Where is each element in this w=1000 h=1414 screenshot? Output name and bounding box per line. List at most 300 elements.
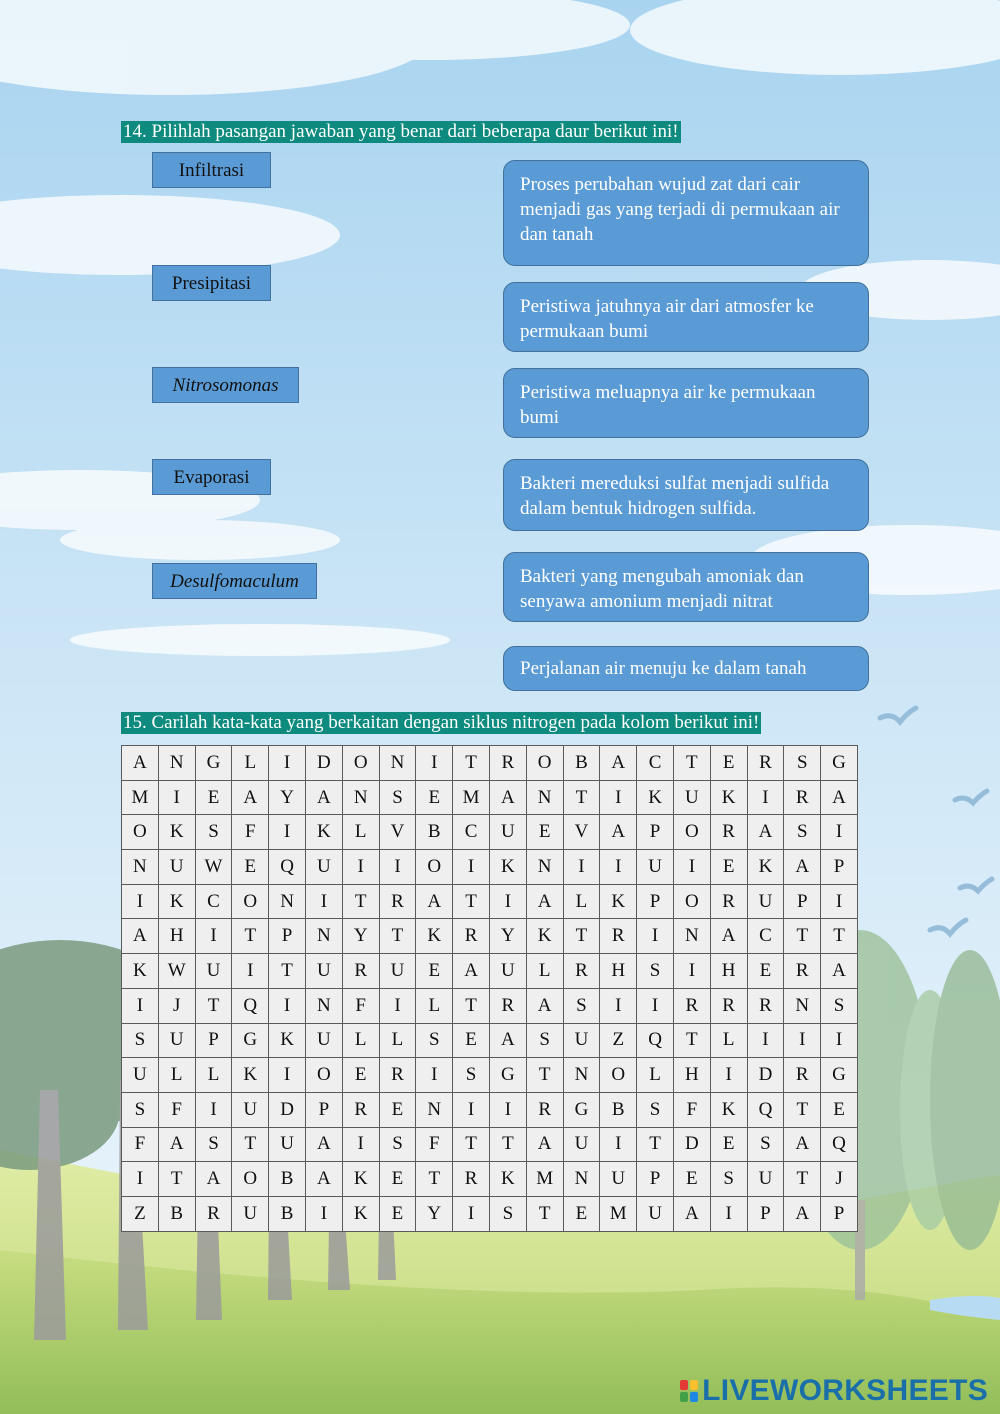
grid-cell[interactable]: U — [637, 850, 674, 885]
grid-cell[interactable]: E — [416, 780, 453, 815]
grid-cell[interactable]: A — [821, 954, 858, 989]
grid-cell[interactable]: N — [379, 746, 416, 781]
grid-cell[interactable]: G — [195, 746, 232, 781]
grid-cell[interactable]: I — [305, 1196, 342, 1231]
grid-cell[interactable]: E — [232, 850, 269, 885]
grid-cell[interactable]: I — [747, 1023, 784, 1058]
grid-cell[interactable]: K — [710, 1092, 747, 1127]
grid-cell[interactable]: S — [821, 988, 858, 1023]
grid-cell[interactable]: K — [637, 780, 674, 815]
grid-cell[interactable]: R — [489, 746, 526, 781]
grid-cell[interactable]: A — [158, 1127, 195, 1162]
grid-cell[interactable]: I — [269, 746, 306, 781]
grid-cell[interactable]: I — [600, 1127, 637, 1162]
grid-cell[interactable]: I — [342, 850, 379, 885]
grid-cell[interactable]: Q — [269, 850, 306, 885]
grid-cell[interactable]: A — [122, 919, 159, 954]
grid-cell[interactable]: P — [637, 815, 674, 850]
grid-cell[interactable]: K — [526, 919, 563, 954]
grid-cell[interactable]: M — [453, 780, 490, 815]
grid-cell[interactable]: Z — [600, 1023, 637, 1058]
definition-box-1[interactable]: Proses perubahan wujud zat dari cair menjadi gas yang terjadi di permukaan air dan tanah — [503, 160, 869, 266]
grid-cell[interactable]: T — [453, 988, 490, 1023]
grid-row — [122, 988, 858, 1023]
grid-cell[interactable]: I — [784, 1023, 821, 1058]
grid-cell[interactable]: F — [416, 1127, 453, 1162]
term-nitrosomonas[interactable]: Nitrosomonas — [152, 367, 299, 403]
grid-cell[interactable]: E — [379, 1196, 416, 1231]
grid-cell[interactable]: U — [600, 1162, 637, 1197]
grid-cell[interactable]: H — [710, 954, 747, 989]
grid-row — [122, 850, 858, 885]
grid-cell[interactable]: G — [563, 1092, 600, 1127]
grid-cell[interactable]: S — [416, 1023, 453, 1058]
grid-cell[interactable]: S — [784, 815, 821, 850]
grid-cell[interactable]: F — [232, 815, 269, 850]
grid-cell[interactable]: O — [526, 746, 563, 781]
grid-cell[interactable]: N — [526, 850, 563, 885]
grid-cell[interactable]: M — [122, 780, 159, 815]
grid-cell[interactable]: D — [269, 1092, 306, 1127]
grid-cell[interactable]: R — [784, 954, 821, 989]
grid-cell[interactable]: I — [821, 1023, 858, 1058]
grid-cell[interactable]: P — [821, 850, 858, 885]
grid-cell[interactable]: A — [489, 780, 526, 815]
grid-cell[interactable]: A — [526, 1127, 563, 1162]
grid-cell[interactable]: K — [158, 815, 195, 850]
grid-cell[interactable]: N — [673, 919, 710, 954]
term-desulfomaculum[interactable]: Desulfomaculum — [152, 563, 317, 599]
grid-cell[interactable]: Q — [821, 1127, 858, 1162]
grid-cell[interactable]: B — [416, 815, 453, 850]
grid-cell[interactable]: T — [379, 919, 416, 954]
grid-cell[interactable]: P — [195, 1023, 232, 1058]
grid-cell[interactable]: L — [342, 1023, 379, 1058]
grid-cell[interactable]: S — [379, 780, 416, 815]
grid-cell[interactable]: A — [526, 884, 563, 919]
grid-cell[interactable]: Y — [489, 919, 526, 954]
grid-cell[interactable]: B — [563, 746, 600, 781]
definition-box-5[interactable]: Bakteri yang mengubah amoniak dan senyawa amonium menjadi nitrat — [503, 552, 869, 622]
grid-cell[interactable]: W — [158, 954, 195, 989]
grid-cell[interactable]: N — [342, 780, 379, 815]
grid-cell[interactable]: V — [563, 815, 600, 850]
grid-cell[interactable]: S — [195, 815, 232, 850]
grid-cell[interactable]: S — [784, 746, 821, 781]
definition-box-6[interactable]: Perjalanan air menuju ke dalam tanah — [503, 646, 869, 691]
grid-cell[interactable]: A — [821, 780, 858, 815]
grid-cell[interactable]: C — [195, 884, 232, 919]
grid-cell[interactable]: E — [379, 1092, 416, 1127]
grid-cell[interactable]: K — [305, 815, 342, 850]
grid-cell[interactable]: S — [637, 954, 674, 989]
grid-cell[interactable]: I — [269, 988, 306, 1023]
liveworksheets-logo — [680, 1374, 988, 1408]
grid-cell[interactable]: G — [821, 1058, 858, 1093]
grid-cell[interactable]: N — [305, 988, 342, 1023]
grid-cell[interactable]: G — [821, 746, 858, 781]
grid-cell[interactable]: S — [637, 1092, 674, 1127]
grid-row — [122, 815, 858, 850]
definition-box-4[interactable]: Bakteri mereduksi sulfat menjadi sulfida dalam bentuk hidrogen sulfida. — [503, 459, 869, 531]
grid-cell[interactable]: P — [305, 1092, 342, 1127]
grid-cell[interactable]: L — [563, 884, 600, 919]
grid-cell[interactable]: R — [342, 1092, 379, 1127]
grid-cell[interactable]: I — [600, 850, 637, 885]
grid-cell[interactable]: I — [122, 988, 159, 1023]
grid-cell[interactable]: V — [379, 815, 416, 850]
grid-cell[interactable]: U — [158, 1023, 195, 1058]
grid-cell[interactable]: Y — [269, 780, 306, 815]
grid-cell[interactable]: L — [416, 988, 453, 1023]
grid-cell[interactable]: S — [526, 1023, 563, 1058]
grid-cell[interactable]: A — [747, 815, 784, 850]
grid-cell[interactable]: R — [710, 988, 747, 1023]
grid-cell[interactable]: U — [195, 954, 232, 989]
logo-mark-icon — [680, 1380, 698, 1402]
grid-cell[interactable]: O — [673, 815, 710, 850]
grid-cell[interactable]: O — [673, 884, 710, 919]
grid-cell[interactable]: G — [489, 1058, 526, 1093]
grid-cell[interactable]: T — [784, 1092, 821, 1127]
grid-cell[interactable]: T — [784, 1162, 821, 1197]
grid-cell[interactable]: U — [489, 954, 526, 989]
grid-cell[interactable]: S — [747, 1127, 784, 1162]
grid-cell[interactable]: R — [600, 919, 637, 954]
grid-cell[interactable]: R — [526, 1092, 563, 1127]
grid-cell[interactable]: S — [122, 1092, 159, 1127]
grid-cell[interactable]: R — [379, 1058, 416, 1093]
grid-cell[interactable]: E — [821, 1092, 858, 1127]
grid-cell[interactable]: I — [637, 988, 674, 1023]
grid-cell[interactable]: N — [563, 1058, 600, 1093]
grid-cell[interactable]: L — [637, 1058, 674, 1093]
grid-cell[interactable]: U — [232, 1092, 269, 1127]
grid-cell[interactable]: Y — [416, 1196, 453, 1231]
grid-cell[interactable]: T — [526, 1058, 563, 1093]
grid-cell[interactable]: R — [453, 919, 490, 954]
grid-cell[interactable]: K — [710, 780, 747, 815]
grid-cell[interactable]: L — [710, 1023, 747, 1058]
grid-cell[interactable]: A — [784, 1196, 821, 1231]
grid-cell[interactable]: T — [269, 954, 306, 989]
grid-cell[interactable]: S — [195, 1127, 232, 1162]
grid-cell[interactable]: N — [526, 780, 563, 815]
grid-cell[interactable]: R — [673, 988, 710, 1023]
grid-cell[interactable]: L — [195, 1058, 232, 1093]
grid-cell[interactable]: P — [637, 884, 674, 919]
grid-cell[interactable]: K — [747, 850, 784, 885]
grid-cell[interactable]: A — [600, 815, 637, 850]
grid-cell[interactable]: L — [158, 1058, 195, 1093]
grid-cell[interactable]: K — [600, 884, 637, 919]
grid-cell[interactable]: T — [342, 884, 379, 919]
grid-cell[interactable]: O — [232, 884, 269, 919]
grid-cell[interactable]: R — [195, 1196, 232, 1231]
grid-cell[interactable]: E — [453, 1023, 490, 1058]
grid-cell[interactable]: I — [269, 1058, 306, 1093]
grid-cell[interactable]: T — [821, 919, 858, 954]
grid-cell[interactable]: O — [232, 1162, 269, 1197]
grid-cell[interactable]: A — [526, 988, 563, 1023]
grid-row — [122, 884, 858, 919]
grid-cell[interactable]: D — [673, 1127, 710, 1162]
grid-cell[interactable]: B — [269, 1196, 306, 1231]
grid-cell[interactable]: S — [379, 1127, 416, 1162]
grid-cell[interactable]: A — [122, 746, 159, 781]
grid-cell[interactable]: L — [342, 815, 379, 850]
grid-cell[interactable]: F — [158, 1092, 195, 1127]
grid-cell[interactable]: I — [489, 884, 526, 919]
grid-cell[interactable]: E — [379, 1162, 416, 1197]
grid-cell[interactable]: R — [747, 746, 784, 781]
grid-cell[interactable]: U — [305, 954, 342, 989]
grid-cell[interactable]: I — [342, 1127, 379, 1162]
grid-cell[interactable]: R — [563, 954, 600, 989]
grid-cell[interactable]: T — [195, 988, 232, 1023]
grid-cell[interactable]: I — [821, 815, 858, 850]
grid-cell[interactable]: K — [158, 884, 195, 919]
grid-cell[interactable]: I — [673, 954, 710, 989]
grid-cell[interactable]: D — [305, 746, 342, 781]
grid-cell[interactable]: A — [416, 884, 453, 919]
grid-cell[interactable]: I — [416, 1058, 453, 1093]
grid-cell[interactable]: T — [453, 1127, 490, 1162]
grid-cell[interactable]: I — [195, 1092, 232, 1127]
term-presipitasi[interactable]: Presipitasi — [152, 265, 271, 301]
grid-cell[interactable]: U — [489, 815, 526, 850]
grid-cell[interactable]: P — [269, 919, 306, 954]
grid-cell[interactable]: C — [453, 815, 490, 850]
grid-cell[interactable]: A — [195, 1162, 232, 1197]
grid-cell[interactable]: I — [158, 780, 195, 815]
grid-cell[interactable]: K — [269, 1023, 306, 1058]
grid-cell[interactable]: K — [489, 850, 526, 885]
grid-cell[interactable]: I — [821, 884, 858, 919]
grid-cell[interactable]: S — [710, 1162, 747, 1197]
grid-row — [122, 1162, 858, 1197]
grid-cell[interactable]: D — [747, 1058, 784, 1093]
grid-cell[interactable]: O — [305, 1058, 342, 1093]
grid-cell[interactable]: I — [122, 1162, 159, 1197]
grid-cell[interactable]: L — [379, 1023, 416, 1058]
grid-cell[interactable]: E — [563, 1196, 600, 1231]
grid-cell[interactable]: R — [784, 1058, 821, 1093]
grid-cell[interactable]: N — [305, 919, 342, 954]
grid-cell[interactable]: I — [195, 919, 232, 954]
grid-cell[interactable]: K — [489, 1162, 526, 1197]
grid-cell[interactable]: T — [563, 780, 600, 815]
grid-cell[interactable]: E — [526, 815, 563, 850]
grid-cell[interactable]: E — [673, 1162, 710, 1197]
grid-cell[interactable]: T — [526, 1196, 563, 1231]
grid-cell[interactable]: I — [379, 988, 416, 1023]
term-evaporasi[interactable]: Evaporasi — [152, 459, 271, 495]
grid-cell[interactable]: E — [195, 780, 232, 815]
grid-cell[interactable]: U — [122, 1058, 159, 1093]
grid-cell[interactable]: N — [563, 1162, 600, 1197]
grid-cell[interactable]: P — [821, 1196, 858, 1231]
grid-cell[interactable]: S — [453, 1058, 490, 1093]
grid-cell[interactable]: T — [453, 884, 490, 919]
grid-cell[interactable]: Z — [122, 1196, 159, 1231]
grid-cell[interactable]: L — [526, 954, 563, 989]
grid-cell[interactable]: E — [416, 954, 453, 989]
grid-cell[interactable]: K — [232, 1058, 269, 1093]
grid-cell[interactable]: E — [710, 850, 747, 885]
grid-cell[interactable]: I — [710, 1058, 747, 1093]
grid-cell[interactable]: J — [821, 1162, 858, 1197]
grid-cell[interactable]: Y — [342, 919, 379, 954]
grid-cell[interactable]: I — [416, 746, 453, 781]
definition-box-3[interactable]: Peristiwa meluapnya air ke permukaan bumi — [503, 368, 869, 438]
grid-cell[interactable]: M — [526, 1162, 563, 1197]
grid-cell[interactable]: H — [673, 1058, 710, 1093]
term-infiltrasi[interactable]: Infiltrasi — [152, 152, 271, 188]
grid-cell[interactable]: K — [342, 1162, 379, 1197]
grid-cell[interactable]: U — [747, 1162, 784, 1197]
grid-cell[interactable]: U — [563, 1023, 600, 1058]
grid-cell[interactable]: R — [489, 988, 526, 1023]
grid-cell[interactable]: I — [269, 815, 306, 850]
grid-cell[interactable]: C — [747, 919, 784, 954]
grid-cell[interactable]: U — [158, 850, 195, 885]
grid-cell[interactable]: U — [269, 1127, 306, 1162]
grid-cell[interactable]: F — [342, 988, 379, 1023]
grid-cell[interactable]: A — [305, 780, 342, 815]
grid-cell[interactable]: O — [416, 850, 453, 885]
grid-cell[interactable]: P — [784, 884, 821, 919]
grid-cell[interactable]: E — [342, 1058, 379, 1093]
grid-cell[interactable]: J — [158, 988, 195, 1023]
grid-cell[interactable]: T — [673, 746, 710, 781]
grid-cell[interactable]: K — [342, 1196, 379, 1231]
grid-cell[interactable]: I — [232, 954, 269, 989]
grid-cell[interactable]: I — [453, 1092, 490, 1127]
grid-cell[interactable]: A — [305, 1127, 342, 1162]
grid-cell[interactable]: I — [747, 780, 784, 815]
grid-cell[interactable]: A — [453, 954, 490, 989]
grid-cell[interactable]: I — [563, 850, 600, 885]
grid-cell[interactable]: L — [232, 746, 269, 781]
grid-cell[interactable]: I — [453, 1196, 490, 1231]
grid-cell[interactable]: T — [673, 1023, 710, 1058]
grid-cell[interactable]: T — [784, 919, 821, 954]
grid-cell[interactable]: I — [673, 850, 710, 885]
grid-row — [122, 1196, 858, 1231]
grid-cell[interactable]: H — [600, 954, 637, 989]
grid-cell[interactable]: I — [637, 919, 674, 954]
grid-cell[interactable]: E — [747, 954, 784, 989]
grid-cell[interactable]: R — [747, 988, 784, 1023]
grid-cell[interactable]: N — [158, 746, 195, 781]
grid-cell[interactable]: R — [710, 884, 747, 919]
grid-cell[interactable]: A — [784, 1127, 821, 1162]
grid-cell[interactable]: I — [600, 988, 637, 1023]
grid-cell[interactable]: Q — [637, 1023, 674, 1058]
grid-cell[interactable]: U — [232, 1196, 269, 1231]
grid-cell[interactable]: F — [673, 1092, 710, 1127]
grid-cell[interactable]: A — [710, 919, 747, 954]
grid-cell[interactable]: O — [122, 815, 159, 850]
grid-cell[interactable]: I — [122, 884, 159, 919]
grid-cell[interactable]: B — [269, 1162, 306, 1197]
grid-cell[interactable]: A — [232, 780, 269, 815]
grid-cell[interactable]: S — [563, 988, 600, 1023]
grid-cell[interactable]: I — [379, 850, 416, 885]
grid-cell[interactable]: B — [600, 1092, 637, 1127]
grid-cell[interactable]: U — [637, 1196, 674, 1231]
grid-cell[interactable]: I — [489, 1092, 526, 1127]
grid-cell[interactable]: R — [379, 884, 416, 919]
grid-cell[interactable]: T — [416, 1162, 453, 1197]
grid-cell[interactable]: U — [563, 1127, 600, 1162]
grid-cell[interactable]: T — [637, 1127, 674, 1162]
grid-cell[interactable]: R — [710, 815, 747, 850]
grid-cell[interactable]: U — [379, 954, 416, 989]
grid-cell[interactable]: T — [489, 1127, 526, 1162]
grid-cell[interactable]: A — [305, 1162, 342, 1197]
grid-cell[interactable]: T — [563, 919, 600, 954]
grid-cell[interactable]: R — [784, 780, 821, 815]
grid-cell[interactable]: I — [453, 850, 490, 885]
grid-cell[interactable]: B — [158, 1196, 195, 1231]
grid-cell[interactable]: E — [710, 1127, 747, 1162]
grid-cell[interactable]: T — [232, 919, 269, 954]
grid-cell[interactable]: S — [489, 1196, 526, 1231]
grid-row — [122, 746, 858, 781]
grid-cell[interactable]: O — [342, 746, 379, 781]
grid-cell[interactable]: K — [416, 919, 453, 954]
grid-cell[interactable]: T — [232, 1127, 269, 1162]
definition-box-2[interactable]: Peristiwa jatuhnya air dari atmosfer ke permukaan bumi — [503, 282, 869, 352]
grid-cell[interactable]: Q — [232, 988, 269, 1023]
grid-cell[interactable]: U — [747, 884, 784, 919]
grid-cell[interactable]: A — [600, 746, 637, 781]
grid-cell[interactable]: T — [158, 1162, 195, 1197]
grid-cell[interactable]: U — [673, 780, 710, 815]
grid-cell[interactable]: K — [122, 954, 159, 989]
grid-cell[interactable]: N — [784, 988, 821, 1023]
grid-cell[interactable]: O — [600, 1058, 637, 1093]
grid-cell[interactable]: W — [195, 850, 232, 885]
grid-cell[interactable]: F — [122, 1127, 159, 1162]
grid-cell[interactable]: P — [747, 1196, 784, 1231]
grid-cell[interactable]: U — [305, 850, 342, 885]
grid-cell[interactable]: E — [710, 746, 747, 781]
grid-cell[interactable]: N — [269, 884, 306, 919]
grid-cell[interactable]: I — [600, 780, 637, 815]
grid-cell[interactable]: S — [122, 1023, 159, 1058]
grid-cell[interactable]: N — [122, 850, 159, 885]
grid-cell[interactable]: A — [784, 850, 821, 885]
grid-cell[interactable]: M — [600, 1196, 637, 1231]
grid-cell[interactable]: I — [710, 1196, 747, 1231]
grid-cell[interactable]: T — [453, 746, 490, 781]
grid-cell[interactable]: R — [453, 1162, 490, 1197]
grid-cell[interactable]: P — [637, 1162, 674, 1197]
grid-cell[interactable]: R — [342, 954, 379, 989]
grid-cell[interactable]: I — [305, 884, 342, 919]
grid-cell[interactable]: A — [673, 1196, 710, 1231]
grid-cell[interactable]: A — [489, 1023, 526, 1058]
grid-cell[interactable]: N — [416, 1092, 453, 1127]
grid-cell[interactable]: C — [637, 746, 674, 781]
grid-cell[interactable]: H — [158, 919, 195, 954]
grid-cell[interactable]: U — [305, 1023, 342, 1058]
grid-cell[interactable]: Q — [747, 1092, 784, 1127]
grid-cell[interactable]: G — [232, 1023, 269, 1058]
